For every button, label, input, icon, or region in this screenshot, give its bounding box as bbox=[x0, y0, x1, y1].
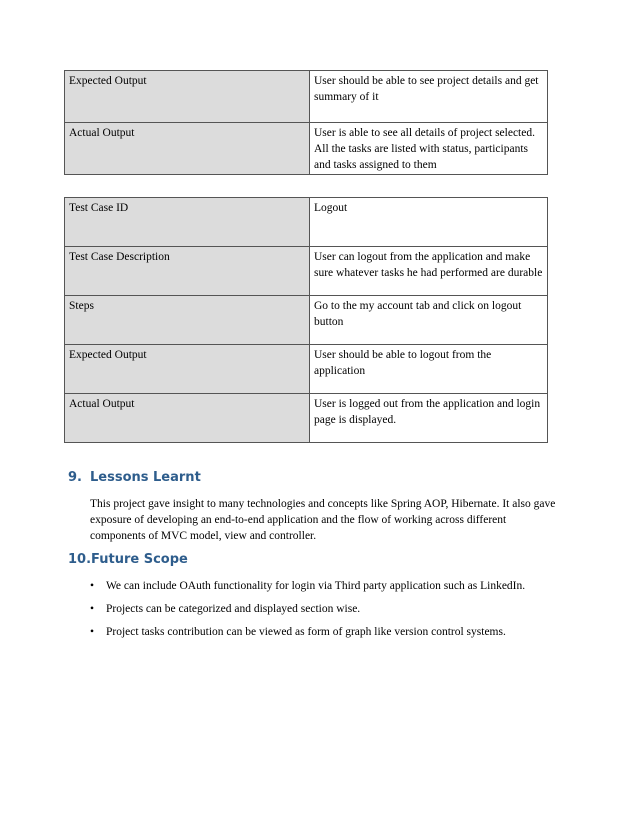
row-value: User is able to see all details of project selected. All the tasks are listed with status, participants and tasks assigned to them bbox=[310, 123, 548, 175]
row-value: User should be able to see project details and get summary of it bbox=[310, 71, 548, 123]
table-row bbox=[65, 247, 548, 296]
list-item-text: Project tasks contribution can be viewed as form of graph like version control systems. bbox=[106, 626, 506, 638]
row-label: Expected Output bbox=[65, 345, 310, 394]
table-row bbox=[65, 394, 548, 443]
bullet-icon: • bbox=[90, 580, 95, 592]
table-row bbox=[65, 198, 548, 247]
future-scope-list bbox=[90, 578, 525, 647]
table-row bbox=[65, 345, 548, 394]
section-number: 9. bbox=[68, 470, 82, 485]
logout-test-case-table bbox=[64, 197, 548, 443]
list-item bbox=[90, 578, 525, 601]
list-item-text: We can include OAuth functionality for login via Third party application such as LinkedIn. bbox=[106, 580, 526, 592]
section-title: Lessons Learnt bbox=[90, 470, 201, 485]
lessons-learnt-heading bbox=[68, 470, 201, 485]
list-item bbox=[90, 601, 525, 624]
bullet-icon: • bbox=[90, 626, 95, 638]
test-case-table-continued bbox=[64, 70, 548, 175]
table-row bbox=[65, 71, 548, 123]
row-value: User should be able to logout from the application bbox=[310, 345, 548, 394]
row-value: User can logout from the application and make sure whatever tasks he had performed are durable bbox=[310, 247, 548, 296]
row-value: Go to the my account tab and click on logout button bbox=[310, 296, 548, 345]
row-value: Logout bbox=[310, 198, 548, 247]
table-row bbox=[65, 123, 548, 175]
bullet-icon: • bbox=[90, 603, 95, 615]
table-row bbox=[65, 296, 548, 345]
row-label: Steps bbox=[65, 296, 310, 345]
lessons-learnt-paragraph: This project gave insight to many technologies and concepts like Spring AOP, Hibernate. It also gave exposure of developing an end-to-end application and the flow of working across different components of MVC model, view and controller. bbox=[90, 498, 556, 542]
row-label: Actual Output bbox=[65, 123, 310, 175]
row-label: Test Case Description bbox=[65, 247, 310, 296]
list-item-text: Projects can be categorized and displayed section wise. bbox=[106, 603, 361, 615]
row-label: Test Case ID bbox=[65, 198, 310, 247]
list-item bbox=[90, 624, 525, 647]
row-label: Expected Output bbox=[65, 71, 310, 123]
future-scope-heading: 10.Future Scope bbox=[68, 552, 188, 567]
row-label: Actual Output bbox=[65, 394, 310, 443]
row-value: User is logged out from the application and login page is displayed. bbox=[310, 394, 548, 443]
